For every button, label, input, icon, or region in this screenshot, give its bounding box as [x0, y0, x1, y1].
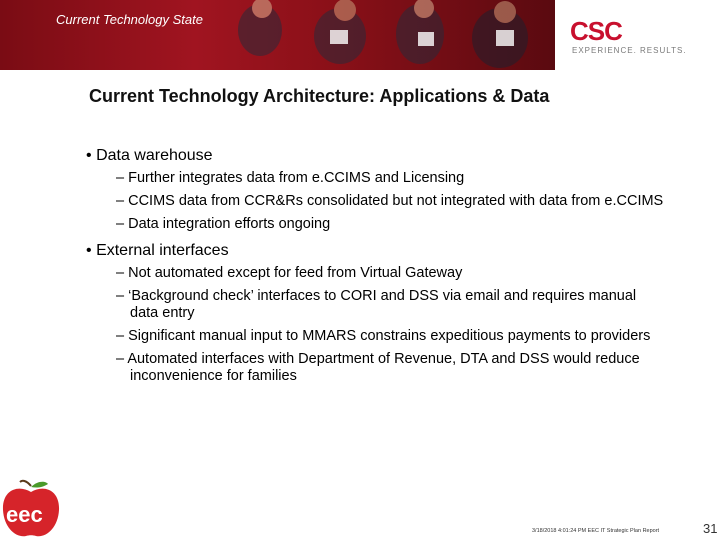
section-heading-external-interfaces — [86, 241, 666, 261]
list-item-text: CCIMS data from CCR&Rs consolidated but not integrated with data from e.CCIMS — [128, 193, 664, 209]
list-item-text: Further integrates data from e.CCIMS and Licensing — [128, 170, 465, 186]
list-item-text: ‘Background check’ interfaces to CORI and DSS via email and requires manual data entry — [128, 288, 637, 321]
header-photo-banner — [0, 0, 555, 70]
dash-icon: – — [116, 216, 125, 232]
list-item — [86, 216, 666, 233]
section-heading-text: External interfaces — [96, 242, 229, 259]
dash-icon: – — [116, 193, 125, 209]
footer-date-report: 3/18/2018 4:01:24 PM EEC IT Strategic Plan Report — [532, 528, 660, 534]
dash-icon: – — [116, 170, 125, 186]
bullet-icon: • — [86, 147, 92, 164]
dash-icon: – — [116, 351, 125, 367]
list-item-text: Not automated except for feed from Virtual Gateway — [128, 265, 463, 281]
list-item — [86, 351, 666, 385]
header-title: Current Technology State — [56, 12, 203, 27]
logo-tagline: EXPERIENCE. RESULTS. — [572, 46, 687, 55]
list-item — [86, 170, 666, 187]
page-number: 31 — [703, 521, 718, 536]
cyclists-photo — [0, 0, 555, 70]
list-item — [86, 193, 666, 210]
list-item — [86, 265, 666, 282]
list-item-text: Data integration efforts ongoing — [128, 216, 331, 232]
list-item-text: Significant manual input to MMARS constrains expeditious payments to providers — [128, 328, 651, 344]
bullet-icon: • — [86, 242, 92, 259]
dash-icon: – — [116, 265, 125, 281]
bullet-list — [86, 146, 666, 391]
slide-title: Current Technology Architecture: Applications & Data — [89, 86, 550, 106]
list-item-text: Automated interfaces with Department of Revenue, DTA and DSS would reduce inconvenience for families — [127, 351, 640, 384]
slide-header — [0, 0, 720, 70]
dash-icon: – — [116, 288, 125, 304]
dash-icon: – — [116, 328, 125, 344]
list-item — [86, 288, 666, 322]
section-heading-data-warehouse — [86, 146, 666, 166]
eec-apple-logo-icon — [0, 478, 62, 540]
list-item — [86, 328, 666, 345]
csc-logo — [560, 10, 710, 65]
svg-text:CSC: CSC — [570, 18, 622, 44]
eec-logo-text: eec — [6, 502, 43, 527]
csc-logo-icon — [570, 18, 634, 44]
section-heading-text: Data warehouse — [96, 147, 213, 164]
